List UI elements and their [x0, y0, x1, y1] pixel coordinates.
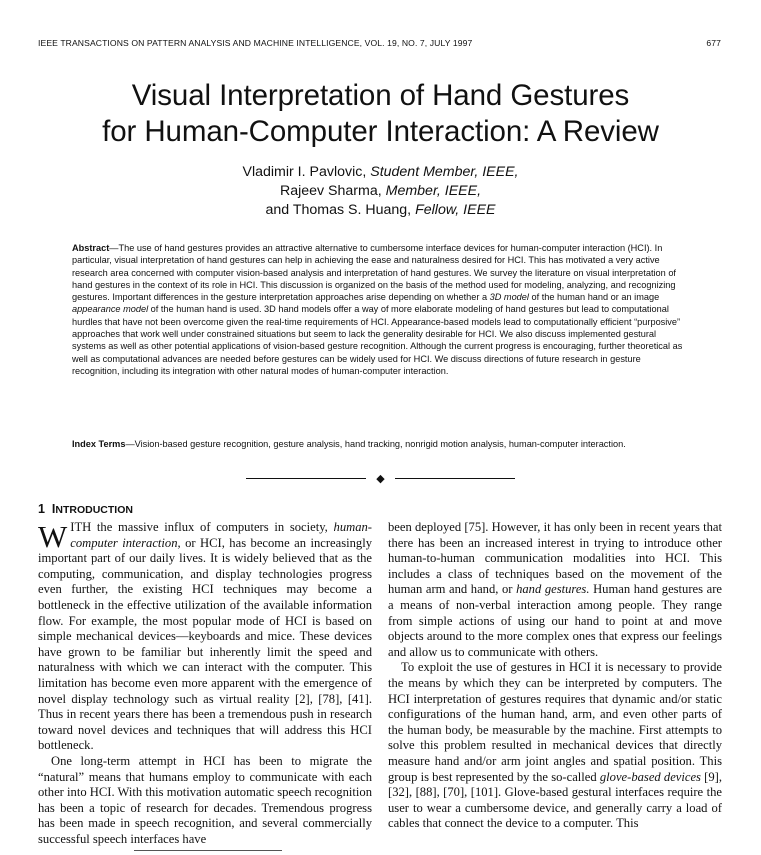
body-column-right — [388, 520, 722, 832]
page-number: 677 — [706, 38, 721, 48]
paragraph-text: or HCI, has become an increasingly important part of our daily lives. It is widely believed that as the computing, communication, and display technologies progress even further, the existing HCI techniques may become a bottleneck in the effective utilization of the available information flow. For example, the most popular mode of HCI is based on simple mechanical devices—keyboards and mice. These devices have grown to be familiar but inherently limit the speed and naturalness with which we can interact with the computer. This limitation has become even more apparent with the emergence of novel display technology such as virtual reality [2], [78], [41]. Thus in recent years there has been a tremendous push in research toward novel devices and techniques that will address this HCI bottleneck. — [38, 535, 372, 753]
index-terms-label: Index Terms — [72, 439, 126, 449]
author-name: and Thomas S. Huang, — [265, 202, 412, 218]
author-name: Rajeev Sharma, — [279, 183, 382, 199]
body-column-left — [38, 520, 372, 847]
abstract-label: Abstract — [72, 243, 110, 253]
abstract-emphasis: 3D model — [489, 292, 529, 303]
author-list — [0, 163, 761, 220]
section-heading — [38, 502, 133, 516]
abstract-text: of the human hand is used. 3D hand models offer a way of more elaborate modeling of hand gestures but lead to computational hurdles that have not been overcome given the real-time requirements of HCI. Appearance-based models lead to computationally efficient “purposive” approaches that work well under constrained situations but seem to lack the generality desirable for HCI. We also discuss implemented gestural systems as well as other potential applications of vision-based gesture recognition. Although the current progress is encouraging, further theoretical as well as computational advances are needed before gestures can be widely used for HCI. We discuss directions of future research in gesture recognition, including its integration with other natural modes of human-computer interaction. — [72, 304, 683, 376]
paragraph-text: ITH the massive influx of computers in society, — [70, 520, 334, 534]
paragraph-text: [9], [32], [88], [70], [101]. Glove-based gestural interfaces require the user to wear a cumbersome device, and generally carry a load of cables that connect the device to a computer. This — [388, 769, 722, 831]
author-role: Student Member, IEEE, — [370, 164, 519, 180]
footnote-rule — [134, 850, 282, 851]
paragraph — [388, 660, 722, 832]
paragraph-text: Human hand gestures are a means of non-verbal interaction among people. They range from simple actions of using our hand to point at and move objects around to the more complex ones that express our feelings and allow us to communicate with others. — [388, 582, 722, 659]
section-title-rest: NTRODUCTION — [55, 504, 133, 516]
author-1 — [0, 163, 761, 182]
abstract-text: —The use of hand gestures provides an attractive alternative to cumbersome interface devices for human-computer interaction (HCI). In particular, visual interpretation of hand gestures can help in achieving the ease and naturalness desired for HCI. This has motivated a very active research area concerned with computer vision-based analysis and interpretation of hand gestures. We survey the literature on visual interpretation of hand gestures in the context of its role in HCI. This discussion is organized on the basis of the method used for modeling, analyzing, and recognizing gestures. Important differences in the gesture interpretation approaches arise depending on whether a — [72, 243, 676, 303]
author-2 — [0, 182, 761, 201]
abstract-emphasis: appearance model — [72, 304, 149, 315]
author-role: Fellow, IEEE — [415, 202, 496, 218]
diamond-icon: ◆ — [376, 473, 385, 485]
author-3 — [0, 201, 761, 220]
running-head — [38, 38, 721, 48]
abstract — [72, 242, 687, 377]
paragraph-text: been deployed [75]. However, it has only been in recent years that there has been an increased interest in trying to introduce other human-to-human communication modalities into HCI. This includes a class of techniques based on the movement of the human arm and hand, or — [388, 520, 722, 597]
title-line-1: Visual Interpretation of Hand Gestures — [131, 79, 630, 112]
index-terms — [72, 438, 687, 450]
paragraph-emphasis: hand gestures. — [516, 582, 590, 597]
paragraph: One long-term attempt in HCI has been to migrate the “natural” means that humans employ to communicate with each other into HCI. With this motivation automatic speech recognition has been a topic of research for decades. Tremendous progress has been made in speech recognition, and several commercially successful speech interfaces have — [38, 753, 372, 846]
abstract-text: of the human hand or an image — [528, 292, 660, 303]
section-number: 1 — [38, 502, 45, 516]
section-divider — [0, 472, 761, 485]
paragraph — [388, 520, 722, 660]
paragraph-emphasis: glove-based devices — [599, 769, 701, 784]
journal-header: IEEE TRANSACTIONS ON PATTERN ANALYSIS AND MACHINE INTELLIGENCE, VOL. 19, NO. 7, JULY 1997 — [38, 38, 473, 48]
paragraph-emphasis: human-computer interaction, — [70, 520, 372, 550]
section-title-initial: I — [51, 502, 56, 516]
title-line-2: for Human-Computer Interaction: A Review — [102, 115, 659, 148]
author-name: Vladimir I. Pavlovic, — [242, 164, 367, 180]
paragraph-text: To exploit the use of gestures in HCI it is necessary to provide the means by which they can be interpreted by computers. The HCI interpretation of gestures requires that dynamic and/or static configurations of the human hand, arm, and even other parts of the human body, be measurable by the machine. First attempts to solve this problem resulted in mechanical devices that directly measure hand and/or arm joint angles and spatial position. This group is best represented by the so-called — [388, 660, 722, 784]
divider-rule-left — [246, 478, 366, 479]
drop-cap: W — [38, 519, 68, 554]
author-role: Member, IEEE, — [385, 183, 482, 199]
index-terms-text: —Vision-based gesture recognition, gesture analysis, hand tracking, nonrigid motion analysis, human-computer interaction. — [125, 439, 626, 449]
paragraph — [38, 520, 372, 754]
divider-rule-right — [395, 478, 515, 479]
paper-title — [0, 78, 761, 150]
